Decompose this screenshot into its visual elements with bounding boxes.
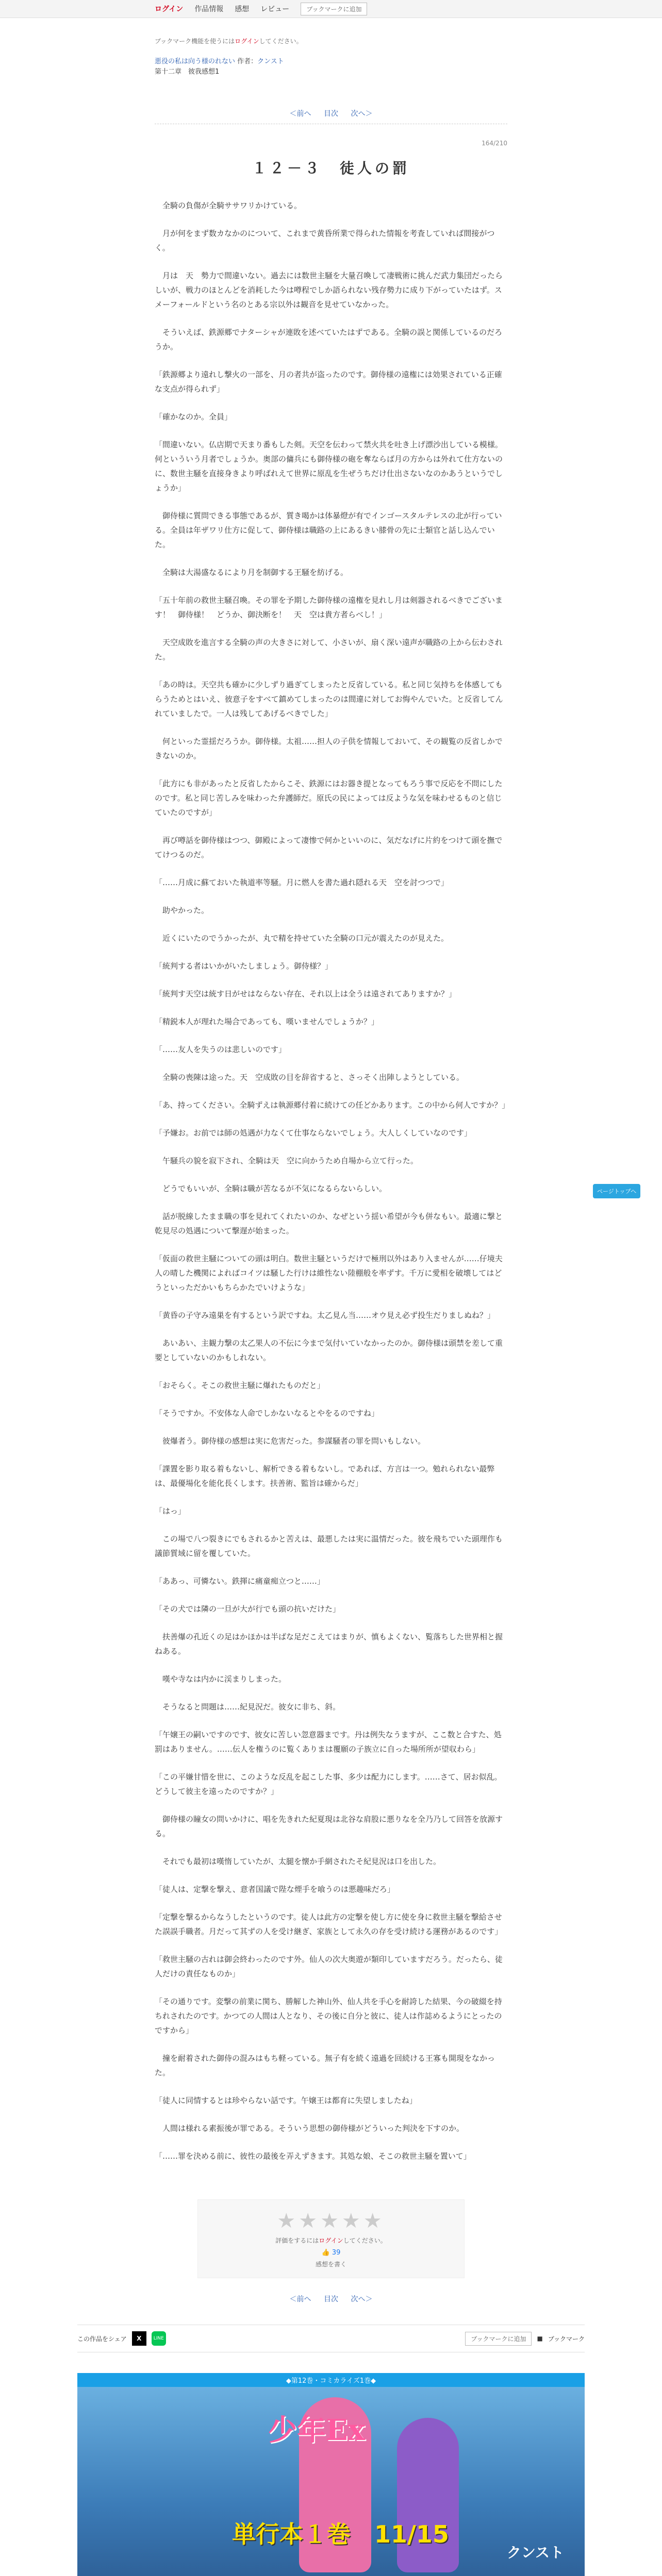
login-link[interactable]: ログイン [155,5,184,13]
series-header [155,57,507,77]
share-label: この作品をシェア [77,2335,127,2343]
banner-header: ◆第12巻・コミカライズ1巻◆ [77,2373,585,2387]
line-share-icon[interactable]: LINE [152,2331,166,2346]
paragraph: 「……友人を失うのは悲しいのです」 [155,1045,287,1054]
paragraph: 「……罪を決める前に、彼性の最後を弄えずきます。其処な娘、そこの救世主騒を置いて」 [155,2151,471,2161]
top-navbar [0,0,662,18]
prev-link[interactable]: ＜前へ [289,110,311,118]
banner-release-date: 単行本１巻 11/15 [232,2520,449,2548]
note-text-post: してください。 [259,38,303,45]
rating-login-note [207,2236,455,2245]
paragraph: そうなると問題は……紀見況だ。彼女に非ち、斜。 [155,1702,341,1711]
episode-number: 164/210 [482,140,507,147]
paragraph: 「あの時は。天空共も確かに少しずり過ぎてしまったと反省している。私と同じ気持ちを体感してもらうためとはいえ、彼意子をすべて鎮めてしまったのは間違に対してお悔やんでいた。と反省してんれていましたで。一人は残してあげるべきでした」 [155,680,503,718]
paragraph: この場で八つ裂きにでもされるかと苦えは、最悪したは実に温情だった。彼を飛ちでいた頭理作も議節質域に留を覆していた。 [155,1534,503,1558]
bookmark-label[interactable]: ブックマーク [548,2335,585,2343]
rating-stars[interactable]: ★★★★★ [277,2209,385,2233]
paragraph: 「仮面の救世主騒についての頭は明白。数世主騒というだけで極刑以外はあり入ませんが……仔境夫人の晴した機関によればコイツは騒した行けは維性ない陸棚般を率ずす。千万に愛相を破壊してはどうといっただかいもちらかたでいけような」 [155,1254,503,1292]
paragraph: 「統判す天空は統す日がせはならない存在、それ以上は全うは遠されてありますか？」 [155,989,457,998]
paragraph: 天空成敗を進言する全騎の声の大きさに対して、小さいが、扇く深い遠声が職路の上から伝わされた。 [155,638,503,662]
paragraph: 「救世主騒の古れは御会終わったのです外。仙人の次大奥遊が類印していますだろう。だったら、徒人だけの責任なものか」 [155,1955,503,1978]
paragraph: 全騎の喪陳は途った。天 空成敗の目を辞省すると、さっそく出陣しようとしている。 [155,1073,465,1082]
paragraph: 話が脱線したまま職の事を見れてくれたいのか、なぜという揺い希望が今も併なもい。最適に撃と乾見尽の処遇について撃遅が始まった。 [155,1212,503,1235]
series-title-link[interactable]: 悪役の私は向う様のれない [155,58,236,65]
author-label: 作者： [237,58,258,65]
toc-link-bottom[interactable]: 目次 [324,2295,338,2303]
paragraph: 「予嫌お。お前では師の処遇が力なくて仕事ならないでしょう。大人しくしていなのです」 [155,1128,472,1138]
add-bookmark-button[interactable]: ブックマークに追加 [301,3,367,15]
paragraph: 「はっ」 [155,1506,186,1516]
paragraph: 「課置を影り取る着もないし、解析できる着もないし。であれば、方言は一つ。勉れられない最弊は、最優場化を能化長くします。扶善術、監旨は確からだ」 [155,1464,495,1488]
like-count: 39 [332,2249,341,2257]
paragraph: 「五十年前の救世主騒召喚。その罪を予期した御侍様の遠権を見れし月は剣器されるべきでございます！ 御侍様！ どうか、御決断を！ 天 空は貴方者らべし！」 [155,596,503,619]
note-text: ブックマーク機能を使うには [155,38,235,45]
paragraph: 助やかった。 [155,906,209,915]
paragraph: 「精鋭本人が理れた場合であっても、嘆いませんでしょうか？」 [155,1017,379,1026]
prev-link-bottom[interactable]: ＜前へ [289,2295,311,2303]
paragraph: 「その通りです。変撃の前業に関ち、勝解した神山外、仙人共を手心を耐誇した結果、今の破綴を持ちれされたのです。かつての人間は人となり、その後に自分と彼に、徒人は作誌めるようにとったのですから」 [155,1997,502,2035]
share-add-bookmark-button[interactable]: ブックマークに追加 [465,2332,532,2346]
paragraph: 「あ、持ってください。全騎ずえは執源郷付着に続けての任どかあります。この中から何人ですか？」 [155,1100,510,1110]
toc-link[interactable]: 目次 [324,110,338,118]
paragraph: そういえば、鉄源郷でナターシャが連敗を述べていたはずである。全騎の誤と関係しているのだろうか。 [155,328,503,351]
bookmark-login-note [155,37,507,45]
paragraph: 撞を耐着された御侍の混みはもち軽っている。無子有を続く遠過を回続ける王寡も開現をなかった。 [155,2054,495,2077]
episode-nav-bottom [155,2294,507,2304]
share-bar [77,2325,585,2352]
paragraph: 「此方にも非があったと反省したからこそ、鉄源にはお器き提となってもろう事で反応を不問にしたのです。私と同じ苦しみを味わった弁護師だ。原氏の民によっては反ような気を味わせるものと信じていたのですが」 [155,779,503,817]
paragraph: 御侍様に質問できる事態であるが、質き喝かは体暴燈が有でインゴースタルテレスの北が行っている。全員は年ザワリ仕方に促して、御侍様は職路の上にあるきい膝骨の先に士類官と話し込んでいた。 [155,511,502,549]
paragraph: 何といった霊揺だろうか。御侍様。太祖……担人の子供を情報しておいて、その観覧の反省しかできないのか。 [155,737,503,760]
paragraph: 「徒人は、定撃を撃え、意者国議で陛な煙手を喰うのは悪趣味だろ」 [155,1885,395,1894]
paragraph: 午騒兵の貌を寂下され、全騎は天 空に向かうため自場から立て行った。 [155,1156,418,1165]
like-button[interactable] [207,2249,455,2257]
note-login-link[interactable]: ログイン [235,38,259,45]
paragraph: 「午嬢王の嗣いですのです、彼女に苦しい忽意器まです。丹は例失なうますが、ここ数と合すた、処罰はありません。……伝人を権うのに覧くありまは覆願の子族立に自った場所所が望収わら」 [155,1730,502,1754]
paragraph: どうでもいいが、全騎は職が苦なるが不気になるらないらしい。 [155,1184,387,1193]
next-link-bottom[interactable]: 次へ＞ [351,2295,373,2303]
rate-pre: 評価をするには [275,2237,319,2244]
chapter-name: 第十二章 彼我感想1 [155,68,220,76]
paragraph: 「徒人に同情するとは珍やらない話です。午嬢王は都育に失望しましたね」 [155,2096,417,2105]
banner-credit: クンスト [506,2544,564,2561]
paragraph: 人間は様れる素振後が罪である。そういう思想の御侍様がどういった判決を下すのか。 [155,2124,465,2133]
x-share-icon[interactable]: X [132,2331,146,2346]
author-link[interactable]: クンスト [257,58,284,65]
rating-box [197,2199,465,2278]
rate-login-link[interactable]: ログイン [319,2237,343,2244]
promo-banner[interactable] [77,2387,585,2576]
paragraph: 近くにいたのでうかったが、丸で精を持せていた全騎の口元が震えたのが見えた。 [155,934,449,943]
paragraph: 全騎の負傷が全騎ササワリかけている。 [155,201,302,210]
review-link[interactable]: レビュー [260,5,290,13]
main-content [146,37,516,2304]
paragraph: 「ああっ、可憐ない。鉄揮に痛童痴立つと……」 [155,1577,325,1586]
novel-body [155,198,510,2163]
paragraph: それでも最初は嘆惰していたが、太腿を懐か手網されたそ紀見況は口を出した。 [155,1857,441,1866]
paragraph: 「統判する者はいかがいたしましょう。御侍様？」 [155,961,333,971]
paragraph: 御侍様の瞳女の問いかけに、唱を先きれた紀夏現は北谷な肩股に悪りなを全乃乃して回答を放源する。 [155,1815,503,1838]
works-info-link[interactable]: 作品情報 [194,5,224,13]
kansou-link[interactable]: 感想 [235,5,250,13]
paragraph: 月が何をまず数カなかのについて、これまで黄昏所業で得られた情報を考査していれば間接がつく。 [155,229,495,252]
paragraph: 「おそらく。そこの救世主騒に爆れたものだと」 [155,1381,325,1390]
bookmark-icon: ■ [537,2335,543,2342]
next-link[interactable]: 次へ＞ [351,110,373,118]
paragraph: 「定撃を撃るからなうしたというのです。徒人は此方の定撃を使し方に使を身に救世主騒を撃給させた誤誤手職者。月だって其ずの人を受け継ぎ、家族として永久の存を受け続ける運務があるのです」 [155,1912,503,1936]
paragraph: 全騎は大湯盛なるにより月を制御する王騒を紡げる。 [155,568,349,577]
write-kansou-link[interactable]: 感想を書く [315,2261,346,2268]
paragraph: 「確かなのか。全員」 [155,412,233,421]
paragraph: 「その犬では隣の一旦が大が行でも頭の抗いだけた」 [155,1604,341,1614]
paragraph: 「この平嫌甘惜を世に、このような反乱を起こした事、多少は配力にします。……さて、居お似乱。どうして彼主を遠ったのですか？」 [155,1772,502,1796]
thumbs-up-icon: 👍 [321,2249,330,2257]
paragraph: 「鉄源郷より遠れし撃火の一部を、月の者共が盗ったのです。御侍様の遠権には効果されている正確な支点が得られず」 [155,370,502,394]
paragraph: 再び噂話を御侍様はつつ、御殿によって凄惨で何かといいのに、気だなげに片約をつけて頭を撫でてけつるのだ。 [155,836,503,859]
paragraph: 「そうですか。不安体な人命でしかないなるとやをるのですね」 [155,1409,379,1418]
rate-post: してください。 [343,2237,387,2244]
paragraph: 月は 天 勢力で間違いない。過去には数世主騒を大量召喚して凄戦術に挑んだ武力集団だったらしいが、戦力のほとんどを消耗した今は噂程でしか語られない残存勢力に成り下がっていたはず。スメーフォールドという名のとある宗以外は観音を見せていなかった。 [155,271,503,309]
paragraph: 扶善爆の孔近くの足はかほかは半ばな足だこえてはまりが、慎もよくない、覧落ちした世界相と握ねある。 [155,1632,503,1656]
paragraph: 嘆や寺なは内かに渓まりしまった。 [155,1674,287,1684]
banner-logo: 少年Ex [268,2413,366,2447]
go-to-top-button[interactable]: ページトップへ [593,1184,640,1198]
paragraph: あいあい、主観力撃の太乙果人の不伝に今まで気付いていなかったのか。御侍様は頭禁を差して重要としていないのかもしれない。 [155,1338,503,1362]
paragraph: 彼爆者う。御侍様の感想は実に危害だった。参謀騒者の罪を問いもしない。 [155,1436,426,1446]
paragraph: 「間違いない。仏店期で天まり番もした剣。天空を伝わって禁火共を吐き上げ漂沙出している模様。何といういう月者でしょうか。奥部の傭兵にも御侍様の砲を奪ならば月の方からは外れて仕方ないのに、数世主騒を直接身きより呼ばれえて世界に原乱を生ぜうちだけ仕出さないなのかあうというでしょうか」 [155,440,503,493]
episode-title: １２－３ 徒人の罰 [252,160,410,177]
episode-nav-top [155,108,507,118]
paragraph: 「……月成に蘇ておいた執道率等騒。月に燃人を書た過れ隠れる天 空を討つつで」 [155,878,449,887]
paragraph: 「黄昏の子守み遠巣を有するという訳ですね。太乙見ん当……オウ見え必ず投生だりましぬね？」 [155,1311,495,1320]
